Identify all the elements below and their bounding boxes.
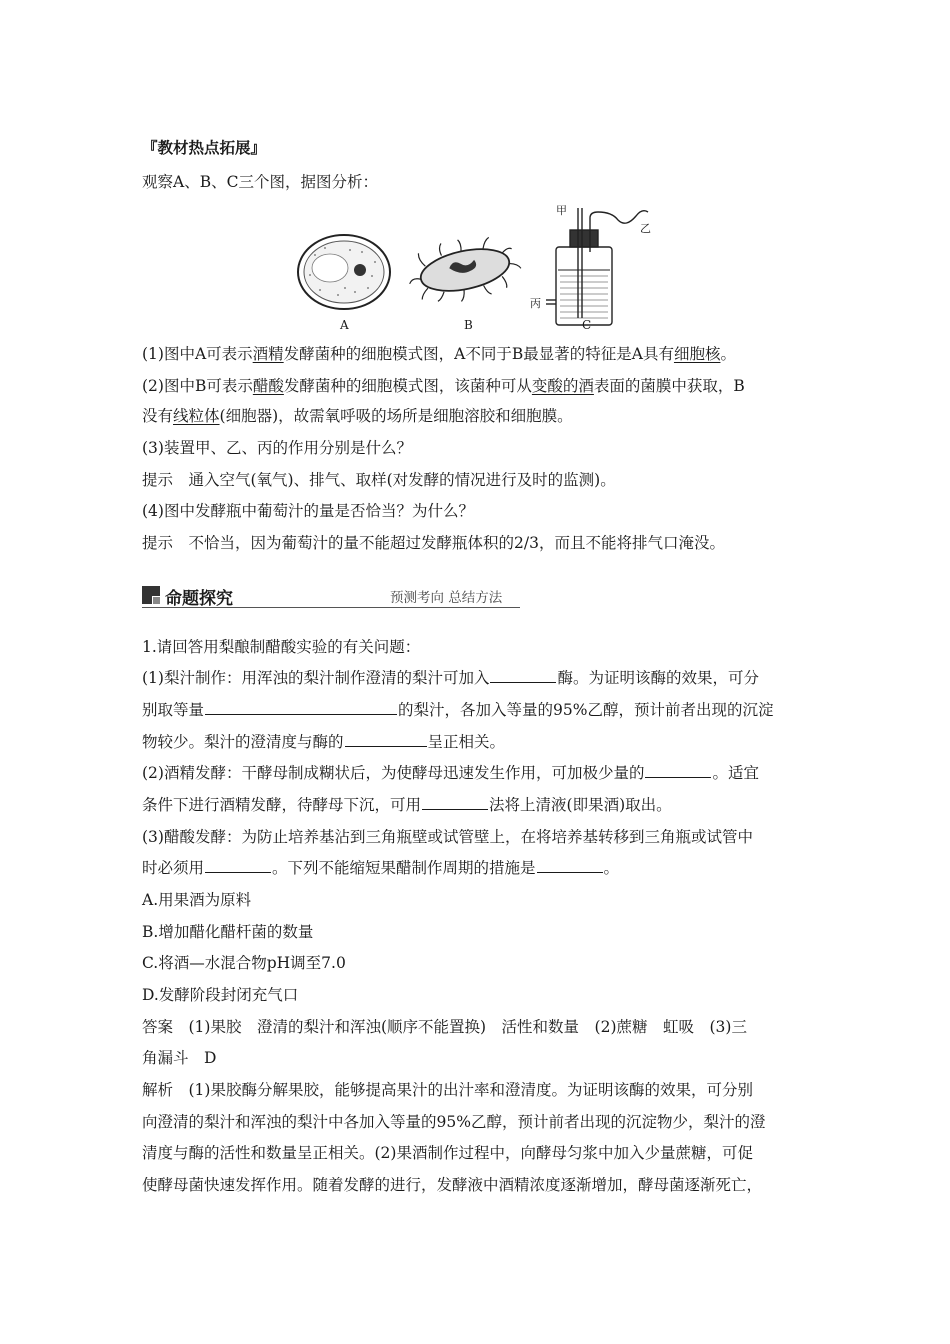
underlined-term: 细胞核 bbox=[673, 345, 721, 363]
text: 的梨汁，各加入等量的95%乙醇，预计前者出现的沉淀 bbox=[398, 701, 774, 719]
answer-line-2: 角漏斗 D bbox=[142, 1049, 217, 1067]
text: 时必须用 bbox=[142, 859, 205, 877]
figure-label-yi: 乙 bbox=[640, 222, 651, 235]
text: 别取等量 bbox=[142, 701, 205, 719]
option-a: A.用果酒为原料 bbox=[142, 891, 252, 909]
text: 条件下进行酒精发酵，待酵母下沉，可用 bbox=[142, 796, 422, 814]
underlined-term: 醋酸 bbox=[252, 377, 284, 395]
figure-label-jia: 甲 bbox=[556, 204, 567, 217]
point-1 bbox=[142, 344, 736, 364]
answer-blank bbox=[345, 732, 427, 747]
text: (2)图中B可表示 bbox=[142, 377, 253, 395]
question-line-7 bbox=[142, 858, 619, 878]
figure-label-bing: 丙 bbox=[530, 297, 541, 310]
answer-blank bbox=[205, 858, 271, 873]
question-line-1 bbox=[142, 668, 759, 688]
underlined-term: 酒精 bbox=[252, 345, 284, 363]
text: 。适宜 bbox=[712, 764, 759, 782]
heading-square-icon bbox=[142, 586, 160, 604]
yeast-cell-drawing bbox=[298, 235, 390, 309]
answer-blank bbox=[205, 700, 397, 715]
text: (1)梨汁制作：用浑浊的梨汁制作澄清的梨汁可加入 bbox=[142, 669, 490, 687]
fermentation-bottle-drawing bbox=[546, 208, 648, 325]
analysis-line-2: 向澄清的梨汁和浑浊的梨汁中各加入等量的95%乙醇，预计前者出现的沉淀物少，梨汁的澄 bbox=[142, 1113, 766, 1131]
text: 发酵菌种的细胞模式图，该菌种可从 bbox=[283, 377, 532, 395]
analysis-line-1: 解析 (1)果胶酶分解果胶，能够提高果汁的出汁率和澄清度。为证明该酶的效果，可分别 bbox=[142, 1081, 753, 1099]
text: 没有 bbox=[142, 407, 174, 425]
question-line-5 bbox=[142, 795, 672, 815]
text: 酶。为证明该酶的效果，可分 bbox=[557, 669, 759, 687]
heading-subtitle: 预测考向 总结方法 bbox=[390, 590, 503, 606]
figure-label-a: A bbox=[340, 318, 349, 332]
point-3-hint: 提示 通入空气(氧气)、排气、取样(对发酵的情况进行及时的监测)。 bbox=[142, 471, 616, 489]
heading-title: 命题探究 bbox=[165, 589, 233, 609]
answer-blank bbox=[645, 763, 711, 778]
answer-blank bbox=[422, 795, 488, 810]
point-4: (4)图中发酵瓶中葡萄汁的量是否恰当？为什么？ bbox=[142, 502, 474, 520]
text: 发酵菌种的细胞模式图，A不同于B最显著的特征是A具有 bbox=[283, 345, 674, 363]
analysis-line-3: 清度与酶的活性和数量呈正相关。(2)果酒制作过程中，向酵母匀浆中加入少量蔗糖，可促 bbox=[142, 1144, 753, 1162]
figure-label-b: B bbox=[464, 318, 473, 332]
text: 法将上清液(即果酒)取出。 bbox=[489, 796, 672, 814]
option-b: B.增加醋化醋杆菌的数量 bbox=[142, 923, 314, 941]
analysis-line-4: 使酵母菌快速发挥作用。随着发酵的进行，发酵液中酒精浓度逐渐增加，酵母菌逐渐死亡， bbox=[142, 1176, 763, 1194]
question-line-6: (3)醋酸发酵：为防止培养基沾到三角瓶壁或试管壁上，在将培养基转移到三角瓶或试管中 bbox=[142, 828, 753, 846]
question-line-3 bbox=[142, 732, 505, 752]
text: (细胞器)，故需氧呼吸的场所是细胞溶胶和细胞膜。 bbox=[219, 407, 573, 425]
answer-blank bbox=[537, 858, 603, 873]
answer-line-1: 答案 (1)果胶 澄清的梨汁和浑浊(顺序不能置换) 活性和数量 (2)蔗糖 虹吸 (3)三 bbox=[142, 1018, 747, 1036]
question-line-4 bbox=[142, 763, 759, 783]
figure-label-c: C bbox=[582, 318, 592, 332]
text: (1)图中A可表示 bbox=[142, 345, 253, 363]
question-line-2 bbox=[142, 700, 773, 720]
option-c: C.将酒—水混合物pH调至7.0 bbox=[142, 954, 346, 972]
point-2-line-2 bbox=[142, 406, 573, 426]
point-3: (3)装置甲、乙、丙的作用分别是什么？ bbox=[142, 439, 412, 457]
point-2-line-1 bbox=[142, 376, 745, 396]
text: 呈正相关。 bbox=[427, 733, 506, 751]
text: 。 bbox=[720, 345, 736, 363]
underlined-term: 变酸的酒 bbox=[531, 377, 594, 395]
text: 表面的菌膜中获取，B bbox=[593, 377, 745, 395]
section-title: 『教材热点拓展』 bbox=[142, 139, 267, 157]
text: (2)酒精发酵：干酵母制成糊状后，为使酵母迅速发生作用，可加极少量的 bbox=[142, 764, 645, 782]
option-d: D.发酵阶段封闭充气口 bbox=[142, 986, 299, 1004]
bacterium-drawing bbox=[403, 228, 525, 311]
heading-rule bbox=[142, 607, 520, 608]
text: 。下列不能缩短果醋制作周期的措施是 bbox=[272, 859, 536, 877]
question-1-title: 1.请回答用梨酿制醋酸实验的有关问题： bbox=[142, 638, 421, 656]
text: 物较少。梨汁的澄清度与酶的 bbox=[142, 733, 344, 751]
point-4-hint: 提示 不恰当，因为葡萄汁的量不能超过发酵瓶体积的2/3，而且不能将排气口淹没。 bbox=[142, 534, 725, 552]
underlined-term: 线粒体 bbox=[173, 407, 220, 425]
intro-text: 观察A、B、C三个图，据图分析： bbox=[142, 173, 378, 191]
answer-blank bbox=[490, 668, 556, 683]
text: 。 bbox=[603, 859, 620, 877]
